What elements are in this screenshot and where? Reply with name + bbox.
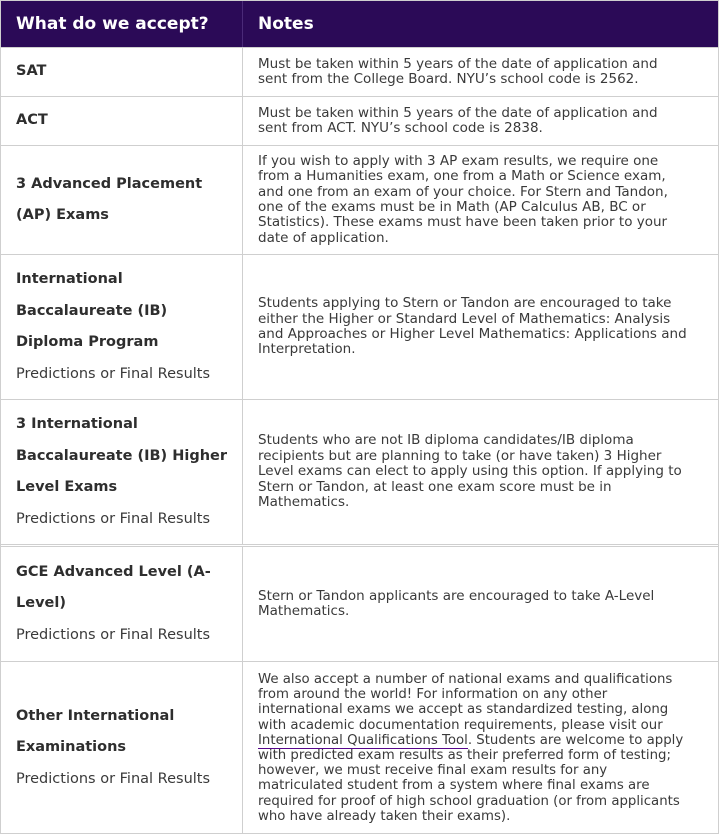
row-label: (AP) Exams — [16, 207, 109, 223]
table-row — [1, 544, 718, 661]
row-notes: If you wish to apply with 3 AP exam results, we require one from a Humanities exam, one from a Math or Science exam, and one from an exam of your choice. For Stern and Tandon, one of the exams must be in Math (AP Calculus AB, BC or Statistics). These exams must have been taken prior to your date of application. — [258, 152, 668, 246]
row-sublabel: Predictions or Final Results — [16, 365, 211, 382]
header-col-accept: What do we accept? — [16, 14, 209, 34]
row-label: Baccalaureate (IB) Higher — [16, 447, 228, 464]
table-row — [1, 96, 718, 145]
row-label: Diploma Program — [16, 334, 159, 350]
international-qualifications-tool-link[interactable]: International Qualifications Tool — [258, 732, 468, 748]
row-label: International — [16, 271, 123, 287]
row-notes: Students applying to Stern or Tandon are encouraged to take either the Higher or Standard Level of Mathematics: Analysis and Approaches or Higher Level Mathematics: Applications and Interpretation. — [258, 295, 687, 358]
row-sublabel: Predictions or Final Results — [16, 626, 211, 643]
table-row — [1, 399, 718, 544]
header-col-notes: Notes — [258, 14, 314, 34]
row-notes — [243, 672, 718, 824]
row-label: 3 International — [16, 416, 138, 432]
row-label: Level) — [16, 595, 66, 612]
table-row — [1, 47, 718, 96]
notes-text: . Students are welcome to apply with predicted exam results as their preferred form of testing; however, we must receive final exam results for any matriculated student from a system where final exams are required for proof of high school graduation (or from applicants who have already taken their exams). — [258, 732, 684, 824]
row-notes: Must be taken within 5 years of the date of application and sent from ACT. NYU’s school code is 2838. — [258, 104, 658, 136]
row-label: GCE Advanced Level (A- — [16, 563, 211, 580]
table-row — [1, 145, 718, 254]
row-label: 3 Advanced Placement — [16, 175, 203, 192]
row-label: SAT — [16, 63, 47, 80]
row-notes: Must be taken within 5 years of the date of application and sent from the College Board. NYU’s school code is 2562. — [258, 55, 658, 87]
row-label: ACT — [16, 112, 48, 129]
table-row — [1, 661, 718, 834]
row-notes: Students who are not IB diploma candidates/IB diploma recipients but are planning to take (or have taken) 3 Higher Level exams can elect to apply using this option. If applying to Stern or Tandon, at least one exam score must be in Mathematics. — [258, 432, 682, 511]
notes-text: We also accept a number of national exams and qualifications from around the world! For information on any other international exams we accept as standardized testing, along with academic documentation requirements, please visit our — [258, 671, 673, 733]
row-label: Other International — [16, 707, 175, 724]
row-label: Examinations — [16, 739, 127, 756]
row-notes: Stern or Tandon applicants are encouraged to take A-Level Mathematics. — [258, 587, 655, 619]
row-sublabel: Predictions or Final Results — [16, 770, 211, 787]
table-header — [1, 1, 718, 47]
row-sublabel: Predictions or Final Results — [16, 510, 211, 527]
row-label: Baccalaureate (IB) — [16, 302, 168, 319]
table-row — [1, 254, 718, 399]
row-label: Level Exams — [16, 479, 118, 495]
